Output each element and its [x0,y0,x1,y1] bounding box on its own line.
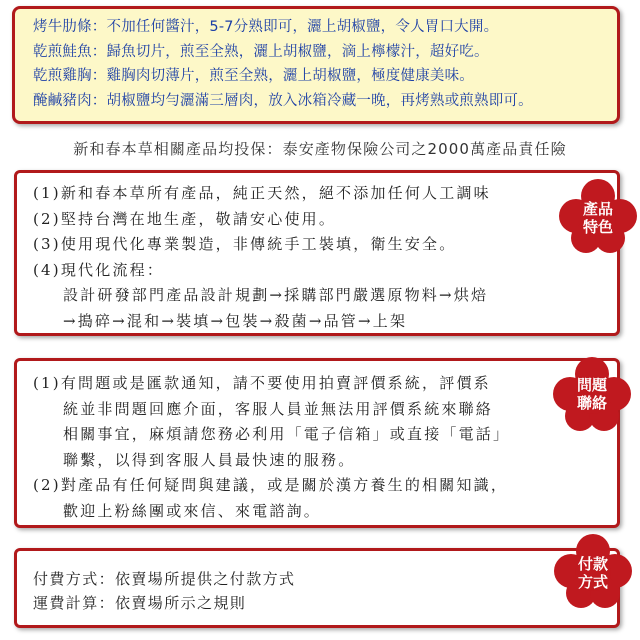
payment-line: 運費計算：依賣場所示之規則 [33,594,247,612]
badge-label: 問題 [576,376,607,394]
badge-label: 付款 [577,555,608,573]
contact-line: (1)有問題或是匯款通知，請不要使用拍賣評價系統，評價系 [33,374,491,392]
feature-line: →搗碎→混和→裝填→包裝→殺菌→品管→上架 [63,311,408,330]
contact-line: 相關事宜，麻煩請您務必利用「電子信箱」或直接「電話」 [63,425,511,443]
badge-label: 產品 [582,200,613,218]
feature-line: 設計研發部門產品設計規劃→採購部門嚴選原物料→烘焙 [63,286,489,304]
contact-line: 聯繫，以得到客服人員最快速的服務。 [63,450,356,469]
feature-line: (4)現代化流程： [33,260,165,279]
payment-clover-badge [553,533,633,613]
feature-line: (1)新和春本草所有產品，純正天然，絕不添加任何人工調味 [33,184,491,202]
recipe-line: 醃鹹豬肉：胡椒鹽均勻灑滿三層肉，放入冰箱冷藏一晚，再烤熟或煎熟即可。 [33,92,533,109]
recipe-line: 乾煎雞胸：雞胸肉切薄片，煎至全熟，灑上胡椒鹽，極度健康美味。 [33,68,474,84]
feature-line: (2)堅持台灣在地生產，敬請安心使用。 [33,209,337,228]
contact-line: (2)對產品有任何疑問與建議，或是關於漢方養生的相關知識， [33,476,509,494]
badge-label: 聯絡 [576,394,607,412]
contact-line: 歡迎上粉絲團或來信、來電諮詢。 [63,501,322,520]
recipe-box [12,6,620,124]
features-clover-badge [558,178,638,258]
recipe-line: 乾煎鮭魚：歸魚切片，煎至全熟，灑上胡椒鹽，滴上檸檬汁，超好吃。 [33,43,489,60]
feature-line: (3)使用現代化專業製造，非傳統手工裝填，衛生安全。 [33,235,457,253]
payment-box [14,548,620,628]
features-box [14,170,620,336]
insurance-notice: 新和春本草相關產品均投保：泰安產物保險公司之2000萬產品責任險 [73,140,567,158]
contact-clover-badge [552,356,632,436]
badge-label: 方式 [577,573,608,591]
badge-label: 特色 [582,218,613,236]
recipe-line: 烤牛肋條：不加任何醬汁，5-7分熟即可，灑上胡椒鹽，令人胃口大開。 [33,19,499,35]
contact-line: 統並非問題回應介面，客服人員並無法用評價系統來聯絡 [63,399,494,418]
payment-line: 付費方式：依賣場所提供之付款方式 [33,570,296,588]
contact-box [14,358,620,528]
